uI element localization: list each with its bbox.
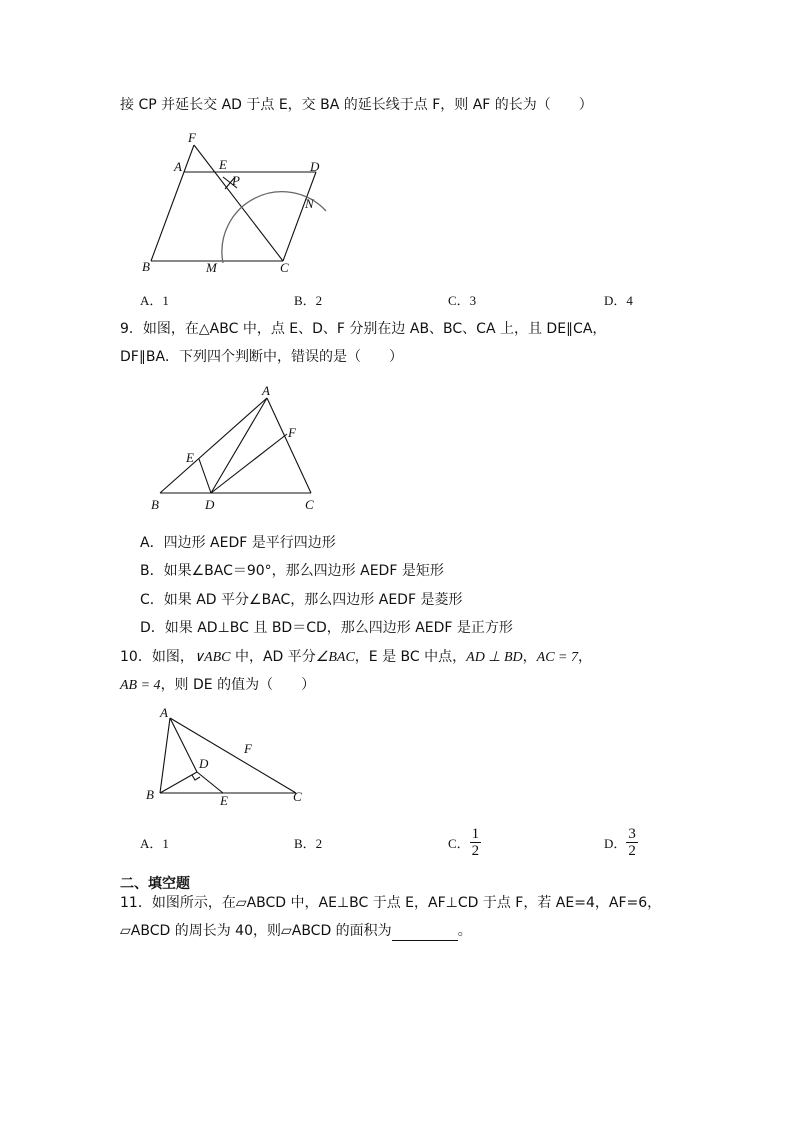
section-heading-fill-in: 二、填空题 <box>120 876 190 892</box>
q11-text-line2b: 。 <box>457 923 472 939</box>
q9-figure <box>140 382 330 514</box>
q10-option-c-label: C． <box>448 835 470 851</box>
q8-label-b: B <box>142 259 150 274</box>
q10-text-line1 <box>120 647 592 668</box>
q8-ba-extension <box>184 145 194 172</box>
q8-label-d: D <box>310 159 320 174</box>
q9-label-c: C <box>305 497 314 512</box>
q10-text-p5: ， <box>578 649 593 665</box>
q10-option-d <box>604 820 638 864</box>
q9-label-b: B <box>151 497 159 512</box>
q10-text-p4: ， <box>522 649 537 665</box>
q9-segment-df <box>211 434 287 493</box>
q10-ac: AC = 7 <box>536 650 579 665</box>
q9-segment-ad <box>211 398 267 493</box>
q10-option-c <box>448 820 481 864</box>
q9-side-ab <box>160 398 267 493</box>
q10-option-d-denominator: 2 <box>628 842 636 859</box>
q8-text: 接 CP 并延长交 AD 于点 E，交 BA 的延长线于点 F，则 AF 的长为（ ） <box>120 97 593 113</box>
q8-label-c: C <box>280 260 289 275</box>
q8-option-d: D．4 <box>604 293 633 308</box>
q11-text-line1: 11．如图所示，在▱ABCD 中，AE⊥BC 于点 E，AF⊥CD 于点 F，若 AE=4，AF=6， <box>120 895 662 911</box>
q10-option-d-label: D． <box>604 835 627 851</box>
q10-text-line2 <box>120 675 315 696</box>
q8-option-b: B．2 <box>294 293 323 308</box>
q8-option-c: C．3 <box>448 293 477 308</box>
q9-option-d: D．如果 AD⊥BC 且 BD＝CD，那么四边形 AEDF 是正方形 <box>140 620 513 636</box>
q9-label-a: A <box>262 383 270 398</box>
q8-label-e: E <box>219 157 227 172</box>
q9-side-ac <box>267 398 311 493</box>
q10-label-f: F <box>244 741 252 756</box>
q11-answer-blank[interactable] <box>392 926 458 941</box>
q10-right-angle-mark <box>192 775 200 780</box>
q10-perp: AD ⊥ BD <box>466 650 523 665</box>
q10-angle: ∠BAC <box>315 650 355 665</box>
q8-label-a: A <box>174 159 182 174</box>
q11-text-line2a: ▱ABCD 的周长为 40，则▱ABCD 的面积为 <box>120 923 392 939</box>
q10-side-ab <box>160 718 170 793</box>
q10-label-e: E <box>220 793 228 808</box>
q10-option-c-numerator: 1 <box>471 825 480 842</box>
q9-text-line2: DF∥BA．下列四个判断中，错误的是（ ） <box>120 349 404 365</box>
q10-ab: AB = 4 <box>120 678 161 693</box>
q10-label-b: B <box>146 787 154 802</box>
q10-option-b: B．2 <box>294 836 323 851</box>
q10-label-c: C <box>293 789 302 804</box>
q10-text-p1: 10．如图， <box>120 649 194 665</box>
q9-option-c: C．如果 AD 平分∠BAC，那么四边形 AEDF 是菱形 <box>140 592 463 608</box>
q10-option-a: A．1 <box>140 836 169 851</box>
q9-text-line1: 9．如图，在△ABC 中，点 E、D、F 分别在边 AB、BC、CA 上，且 DE∥CA， <box>120 321 607 337</box>
q9-label-e: E <box>186 450 194 465</box>
q8-option-a: A．1 <box>140 293 169 308</box>
q8-label-n: N <box>305 196 314 211</box>
q8-label-m: M <box>206 260 217 275</box>
q10-segment-bd <box>160 772 197 793</box>
q9-option-a: A．四边形 AEDF 是平行四边形 <box>140 535 336 551</box>
q9-option-b: B．如果∠BAC＝90°，那么四边形 AEDF 是矩形 <box>140 563 444 579</box>
q11-text-line2 <box>120 921 472 941</box>
q10-triangle: ∨ABC <box>193 650 231 665</box>
q10-segment-de <box>197 772 223 793</box>
q9-label-d: D <box>205 497 215 512</box>
q9-label-f: F <box>288 425 296 440</box>
q10-label-d: D <box>199 756 209 771</box>
q8-side-ab <box>151 172 184 261</box>
q10-option-c-denominator: 2 <box>471 842 480 859</box>
q10-text-p2: 中，AD 平分 <box>230 649 316 665</box>
q10-text-p3: ，E 是 BC 中点， <box>354 649 467 665</box>
q10-label-a: A <box>160 705 168 720</box>
q10-option-d-fraction <box>626 826 638 859</box>
q8-line-cf <box>194 145 283 261</box>
q9-segment-de <box>199 459 211 493</box>
q10-figure <box>140 703 315 811</box>
q8-label-f: F <box>188 130 196 145</box>
q10-text-p6: ，则 DE 的值为（ ） <box>160 677 316 693</box>
q8-side-dc <box>283 172 316 261</box>
q8-figure <box>130 128 340 280</box>
q10-option-d-numerator: 3 <box>628 825 636 842</box>
q8-label-p: P <box>232 173 240 188</box>
q10-option-c-fraction <box>470 826 482 859</box>
